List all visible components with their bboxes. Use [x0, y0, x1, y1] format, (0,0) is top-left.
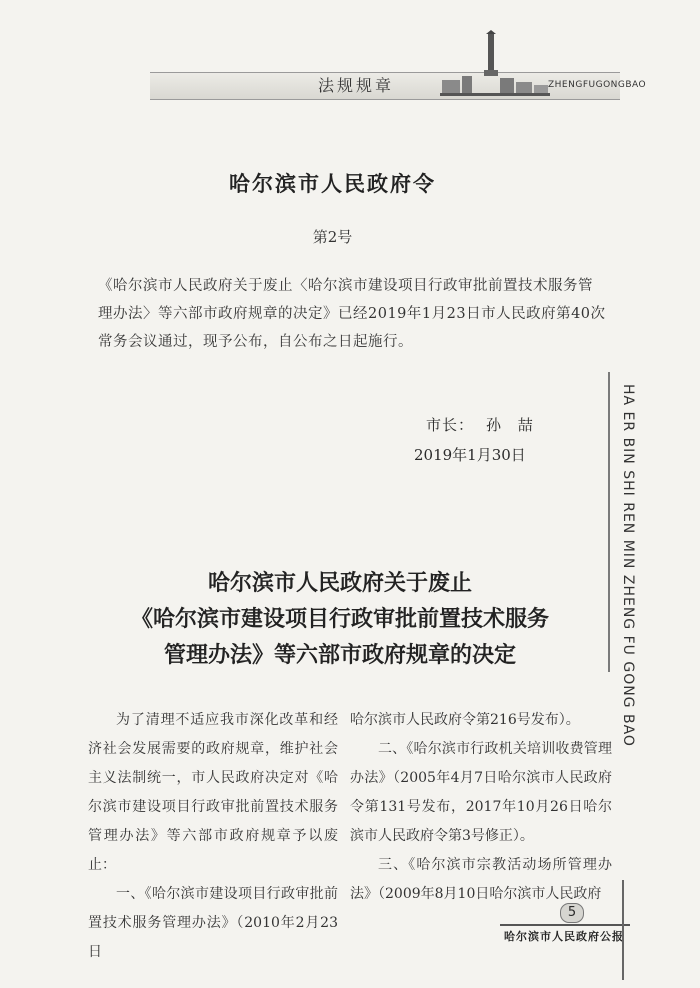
decision-title-line: 哈尔滨市人民政府关于废止 — [207, 571, 472, 596]
paragraph: 一、《哈尔滨市建设项目行政审批前置技术服务管理办法》（2010年2月23日 — [88, 886, 338, 960]
decision-title — [60, 566, 620, 674]
order-date: 2019年1月30日 — [414, 446, 526, 464]
paragraph: 为了清理不适应我市深化改革和经济社会发展需要的政府规章，维护社会主义法制统一，市人民政府决定对《哈尔滨市建设项目行政审批前置技术服务管理办法》等六部市政府规章予以废止： — [88, 712, 338, 873]
order-number: 第2号 — [312, 228, 353, 246]
order-body: 《哈尔滨市人民政府关于废止〈哈尔滨市建设项目行政审批前置技术服务管理办法〉等六部市政府规章的决定》已经2019年1月23日市人民政府第40次常务会议通过，现予公布，自公布之日起施行。 — [98, 278, 606, 350]
section-label: 法规规章 — [318, 76, 395, 95]
footer-rule — [500, 924, 630, 926]
paragraph: 三、《哈尔滨市宗教活动场所管理办法》（2009年8月10日哈尔滨市人民政府 — [350, 857, 612, 902]
order-title: 哈尔滨市人民政府令 — [229, 171, 436, 196]
signer — [426, 414, 539, 435]
decision-title-line: 管理办法》等六部市政府规章的决定 — [163, 643, 516, 668]
right-column — [350, 706, 612, 909]
signer-label: 市长： — [426, 416, 475, 434]
signer-name: 孙 喆 — [486, 416, 539, 434]
left-column — [88, 706, 338, 967]
publication-name-en: ZHENGFUGONGBAO — [548, 80, 647, 90]
city-skyline-icon — [440, 30, 550, 100]
paragraph: 哈尔滨市人民政府令第216号发布）。 — [350, 712, 580, 728]
side-tab-text: HA ER BIN SHI REN MIN ZHENG FU GONG BAO — [620, 384, 636, 747]
paragraph: 二、《哈尔滨市行政机关培训收费管理办法》（2005年4月7日哈尔滨市人民政府令第131号发布，2017年10月26日哈尔滨市人民政府令第3号修正）。 — [350, 741, 612, 844]
page-number: 5 — [560, 903, 584, 923]
page-edge-rule — [622, 880, 624, 980]
page-header — [0, 0, 700, 110]
decision-title-line: 《哈尔滨市建设项目行政审批前置技术服务 — [130, 607, 549, 632]
footer-publication: 哈尔滨市人民政府公报 — [504, 930, 624, 943]
